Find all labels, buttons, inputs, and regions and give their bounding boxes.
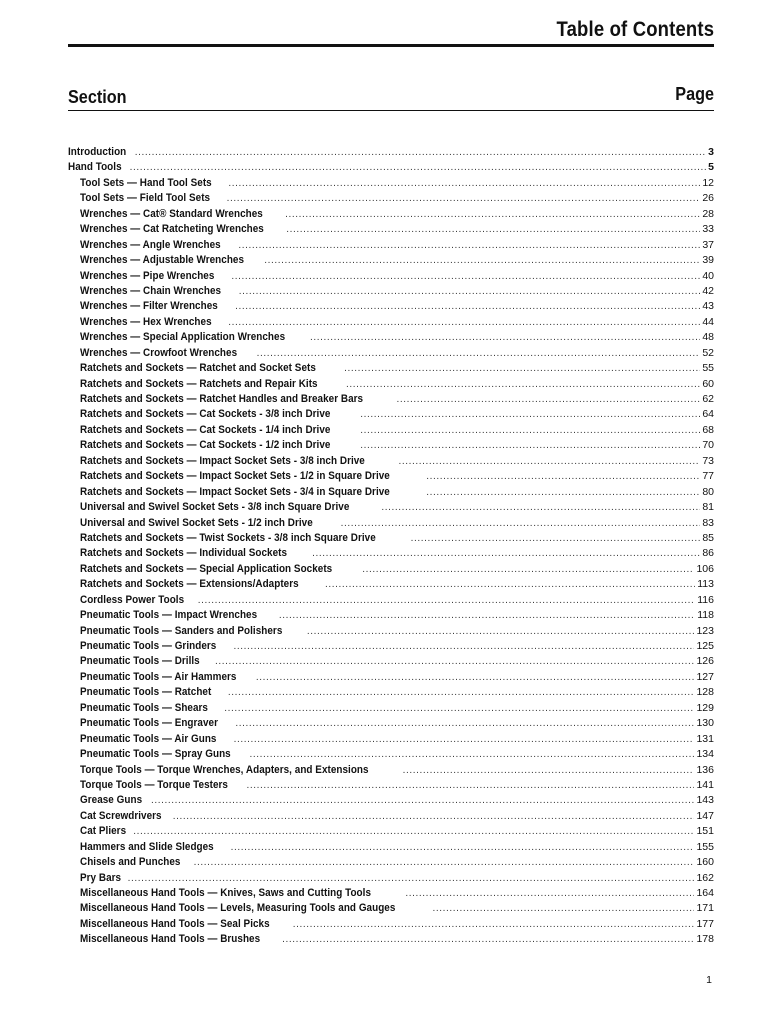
dot-leader	[399, 454, 701, 469]
toc-entry-label: Wrenches — Chain Wrenches	[80, 284, 222, 297]
toc-entry-page: 62	[702, 393, 714, 405]
toc-entry-page: 141	[696, 778, 714, 791]
toc-entry-label: Universal and Swivel Socket Sets - 3/8 inch Square Drive	[80, 501, 350, 514]
dot-leader	[239, 284, 701, 299]
page-column-heading: Page	[675, 84, 714, 104]
dot-leader	[198, 593, 696, 608]
dot-leader	[128, 871, 695, 886]
toc-entry-page: 116	[697, 593, 714, 606]
toc-entry[interactable]	[68, 855, 714, 870]
dot-leader	[235, 716, 694, 731]
dot-leader	[360, 407, 700, 422]
dot-leader	[381, 500, 700, 515]
toc-entry[interactable]	[68, 654, 714, 669]
section-column-heading: Section	[68, 87, 127, 107]
toc-entry-label: Miscellaneous Hand Tools — Brushes	[80, 933, 261, 946]
toc-entry-page: 39	[702, 254, 714, 267]
toc-entry-page: 43	[702, 300, 714, 313]
toc-entry-page: 127	[696, 670, 714, 683]
toc-entry-page: 83	[702, 516, 714, 529]
toc-entry[interactable]	[68, 346, 714, 361]
toc-entry-page: 136	[696, 763, 714, 776]
toc-entry[interactable]	[68, 624, 714, 639]
toc-entry[interactable]	[68, 593, 714, 608]
toc-entry-page: 113	[697, 578, 714, 591]
toc-entry-label: Miscellaneous Hand Tools — Seal Picks	[80, 917, 270, 930]
toc-entry[interactable]	[68, 485, 714, 500]
toc-entry-label: Miscellaneous Hand Tools — Levels, Measuring Tools and Gauges	[80, 902, 396, 915]
dot-leader	[133, 824, 694, 839]
toc-entry-label: Pneumatic Tools — Air Hammers	[80, 670, 237, 683]
toc-entry-page: 125	[696, 640, 714, 652]
dot-leader	[227, 191, 701, 206]
toc-entry-page: 85	[702, 531, 714, 544]
dot-leader	[405, 886, 694, 901]
dot-leader	[285, 207, 700, 222]
toc-entry[interactable]	[68, 701, 714, 716]
toc-entry[interactable]	[68, 670, 714, 685]
toc-entry-page: 134	[696, 748, 714, 761]
toc-entry-page: 5	[708, 161, 714, 174]
toc-entry[interactable]	[68, 546, 714, 561]
toc-entry-label: Pry Bars	[80, 871, 122, 884]
dot-leader	[362, 562, 694, 577]
dot-leader	[286, 222, 700, 237]
toc-entry[interactable]	[68, 423, 714, 438]
toc-entry[interactable]	[68, 639, 714, 654]
toc-entry-page: 60	[702, 377, 714, 390]
toc-entry-label: Tool Sets — Hand Tool Sets	[80, 176, 212, 189]
toc-entry[interactable]	[68, 562, 714, 577]
toc-entry[interactable]	[68, 716, 714, 731]
dot-leader	[411, 531, 701, 546]
toc-entry-page: 48	[702, 331, 714, 344]
toc-entry-page: 178	[696, 933, 714, 946]
toc-entry-label: Cat Screwdrivers	[80, 809, 162, 822]
toc-entry-label: Wrenches — Cat Ratcheting Wrenches	[80, 223, 264, 236]
toc-entry-label: Chisels and Punches	[80, 856, 181, 869]
dot-leader	[173, 809, 695, 824]
toc-entry-label: Wrenches — Angle Wrenches	[80, 238, 221, 251]
toc-entry[interactable]	[68, 407, 714, 422]
toc-entry-page: 164	[696, 887, 714, 899]
dot-leader	[426, 469, 700, 484]
toc-entry-label: Universal and Swivel Socket Sets - 1/2 inch Drive	[80, 516, 313, 529]
header-rule	[68, 110, 714, 111]
dot-leader	[215, 654, 694, 669]
toc-entry-label: Pneumatic Tools — Grinders	[80, 640, 217, 652]
dot-leader	[234, 732, 695, 747]
toc-entry-label: Pneumatic Tools — Sanders and Polishers	[80, 624, 283, 637]
toc-entry[interactable]	[68, 299, 714, 314]
toc-entry-label: Grease Guns	[80, 794, 143, 807]
toc-entry-label: Ratchets and Sockets — Individual Sockets	[80, 547, 288, 560]
dot-leader	[151, 793, 694, 808]
toc-entry[interactable]	[68, 840, 714, 855]
toc-entry[interactable]	[68, 500, 714, 515]
toc-entry-label: Hand Tools	[68, 161, 122, 174]
toc-entry[interactable]	[68, 871, 714, 886]
toc-entry-page: 77	[702, 470, 714, 483]
toc-list	[68, 145, 714, 948]
toc-entry[interactable]	[68, 577, 714, 592]
toc-entry-label: Cat Pliers	[80, 825, 127, 838]
toc-entry-page: 64	[702, 408, 714, 421]
toc-entry[interactable]	[68, 207, 714, 222]
toc-entry-page: 52	[702, 346, 714, 359]
toc-entry-label: Wrenches — Special Application Wrenches	[80, 331, 286, 344]
toc-entry-label: Miscellaneous Hand Tools — Knives, Saws and Cutting Tools	[80, 887, 371, 899]
dot-leader	[397, 392, 701, 407]
toc-entry-label: Ratchets and Sockets — Impact Socket Sets - 1/2 in Square Drive	[80, 470, 390, 483]
toc-entry-label: Ratchets and Sockets — Cat Sockets - 3/8 inch Drive	[80, 408, 331, 421]
toc-entry-page: 33	[702, 223, 714, 236]
dot-leader	[312, 546, 700, 561]
toc-entry-label: Pneumatic Tools — Engraver	[80, 717, 218, 730]
toc-entry-page: 130	[696, 717, 714, 730]
toc-entry[interactable]	[68, 145, 714, 160]
toc-entry-page: 162	[696, 871, 714, 884]
toc-entry[interactable]	[68, 222, 714, 237]
dot-leader	[426, 485, 700, 500]
page-number: 1	[706, 974, 712, 986]
toc-entry[interactable]	[68, 315, 714, 330]
toc-entry-label: Ratchets and Sockets — Special Application Sockets	[80, 562, 333, 575]
toc-entry-label: Ratchets and Sockets — Extensions/Adapters	[80, 578, 299, 591]
dot-leader	[257, 346, 701, 361]
toc-entry-label: Ratchets and Sockets — Impact Socket Sets - 3/8 inch Drive	[80, 454, 365, 467]
toc-entry-label: Tool Sets — Field Tool Sets	[80, 192, 211, 205]
toc-entry[interactable]	[68, 377, 714, 392]
dot-leader	[235, 299, 700, 314]
toc-entry-page: 28	[702, 207, 714, 220]
dot-leader	[194, 855, 695, 870]
toc-entry[interactable]	[68, 809, 714, 824]
toc-entry-label: Torque Tools — Torque Testers	[80, 778, 228, 791]
toc-entry[interactable]	[68, 469, 714, 484]
toc-entry[interactable]	[68, 176, 714, 191]
toc-entry-label: Wrenches — Crowfoot Wrenches	[80, 346, 238, 359]
toc-entry[interactable]	[68, 269, 714, 284]
dot-leader	[403, 763, 695, 778]
toc-entry-page: 26	[702, 192, 714, 205]
toc-entry-page: 44	[702, 315, 714, 328]
dot-leader	[130, 160, 707, 175]
toc-entry-page: 147	[696, 809, 714, 822]
toc-entry-label: Wrenches — Pipe Wrenches	[80, 269, 215, 282]
dot-leader	[233, 639, 694, 654]
toc-entry[interactable]	[68, 238, 714, 253]
dot-leader	[256, 670, 695, 685]
toc-entry[interactable]	[68, 685, 714, 700]
toc-entry-label: Ratchets and Sockets — Cat Sockets - 1/2 inch Drive	[80, 439, 331, 452]
dot-leader	[135, 145, 706, 160]
toc-entry-page: 106	[696, 562, 714, 575]
toc-entry-page: 68	[702, 423, 714, 436]
toc-entry-page: 118	[697, 609, 714, 622]
dot-leader	[325, 577, 695, 592]
toc-entry-page: 160	[696, 856, 714, 869]
toc-entry-label: Ratchets and Sockets — Ratchet Handles and Breaker Bars	[80, 393, 364, 405]
toc-entry-page: 37	[702, 238, 714, 251]
dot-leader	[238, 238, 700, 253]
toc-entry[interactable]	[68, 747, 714, 762]
toc-entry-label: Introduction	[68, 146, 127, 158]
dot-leader	[293, 917, 695, 932]
dot-leader	[224, 701, 694, 716]
dot-leader	[344, 361, 700, 376]
dot-leader	[228, 315, 700, 330]
toc-entry-page: 155	[696, 840, 714, 853]
toc-entry-page: 70	[702, 439, 714, 452]
toc-entry[interactable]	[68, 438, 714, 453]
toc-entry-page: 177	[696, 917, 714, 930]
toc-entry[interactable]	[68, 531, 714, 546]
toc-entry-page: 55	[702, 362, 714, 375]
toc-entry[interactable]	[68, 392, 714, 407]
toc-entry-label: Pneumatic Tools — Drills	[80, 655, 200, 668]
toc-entry-label: Ratchets and Sockets — Cat Sockets - 1/4 inch Drive	[80, 423, 331, 436]
dot-leader	[432, 901, 694, 916]
toc-entry-label: Pneumatic Tools — Impact Wrenches	[80, 609, 258, 622]
dot-leader	[246, 778, 694, 793]
toc-entry-label: Torque Tools — Torque Wrenches, Adapters, and Extensions	[80, 763, 369, 776]
toc-entry-page: 3	[708, 146, 714, 158]
toc-entry-label: Ratchets and Sockets — Ratchet and Socket Sets	[80, 362, 316, 375]
toc-entry-page: 40	[702, 269, 714, 282]
dot-leader	[264, 253, 700, 268]
dot-leader	[249, 747, 694, 762]
toc-entry-label: Ratchets and Sockets — Twist Sockets - 3/8 inch Square Drive	[80, 531, 376, 544]
page-title: Table of Contents	[556, 18, 714, 41]
toc-entry[interactable]	[68, 917, 714, 932]
toc-entry-page: 128	[696, 686, 714, 699]
toc-entry-label: Ratchets and Sockets — Impact Socket Sets - 3/4 in Square Drive	[80, 485, 390, 498]
toc-entry-label: Wrenches — Hex Wrenches	[80, 315, 212, 328]
toc-entry-page: 12	[702, 176, 714, 189]
toc-entry-page: 80	[702, 485, 714, 498]
toc-entry[interactable]	[68, 763, 714, 778]
toc-entry[interactable]	[68, 824, 714, 839]
toc-entry[interactable]	[68, 886, 714, 901]
toc-entry-label: Pneumatic Tools — Spray Guns	[80, 748, 231, 761]
toc-entry-label: Wrenches — Cat® Standard Wrenches	[80, 207, 263, 220]
toc-entry-page: 151	[696, 825, 714, 838]
dot-leader	[231, 269, 700, 284]
toc-entry-label: Hammers and Slide Sledges	[80, 840, 214, 853]
toc-entry[interactable]	[68, 732, 714, 747]
toc-entry-label: Ratchets and Sockets — Ratchets and Repair Kits	[80, 377, 318, 390]
toc-entry[interactable]	[68, 932, 714, 947]
toc-entry[interactable]	[68, 454, 714, 469]
toc-entry-page: 126	[696, 655, 714, 668]
toc-entry-page: 143	[696, 794, 714, 807]
title-rule	[68, 44, 714, 47]
toc-entry[interactable]	[68, 778, 714, 793]
dot-leader	[282, 932, 694, 947]
toc-entry-page: 81	[702, 501, 714, 514]
toc-entry-page: 123	[696, 624, 714, 637]
toc-entry[interactable]	[68, 901, 714, 916]
toc-entry-label: Pneumatic Tools — Shears	[80, 701, 208, 714]
toc-entry-label: Wrenches — Filter Wrenches	[80, 300, 218, 313]
toc-entry[interactable]	[68, 793, 714, 808]
toc-entry-label: Cordless Power Tools	[80, 593, 185, 606]
dot-leader	[231, 840, 695, 855]
toc-entry-page: 86	[702, 547, 714, 560]
toc-entry-page: 129	[696, 701, 714, 714]
toc-entry[interactable]	[68, 330, 714, 345]
toc-entry-page: 171	[696, 902, 714, 915]
dot-leader	[346, 377, 700, 392]
toc-entry-page: 131	[696, 732, 714, 745]
dot-leader	[360, 438, 700, 453]
toc-entry-label: Pneumatic Tools — Ratchet	[80, 686, 212, 699]
toc-entry[interactable]	[68, 284, 714, 299]
dot-leader	[228, 176, 700, 191]
toc-entry[interactable]	[68, 160, 714, 175]
toc-entry-page: 42	[702, 284, 714, 297]
toc-entry-page: 73	[702, 454, 714, 467]
dot-leader	[228, 685, 695, 700]
toc-entry[interactable]	[68, 361, 714, 376]
dot-leader	[310, 330, 700, 345]
toc-entry[interactable]	[68, 608, 714, 623]
dot-leader	[307, 624, 695, 639]
dot-leader	[360, 423, 700, 438]
dot-leader	[341, 516, 701, 531]
toc-entry[interactable]	[68, 253, 714, 268]
toc-entry-label: Pneumatic Tools — Air Guns	[80, 732, 217, 745]
toc-entry[interactable]	[68, 516, 714, 531]
toc-entry[interactable]	[68, 191, 714, 206]
toc-entry-label: Wrenches — Adjustable Wrenches	[80, 254, 245, 267]
dot-leader	[279, 608, 695, 623]
